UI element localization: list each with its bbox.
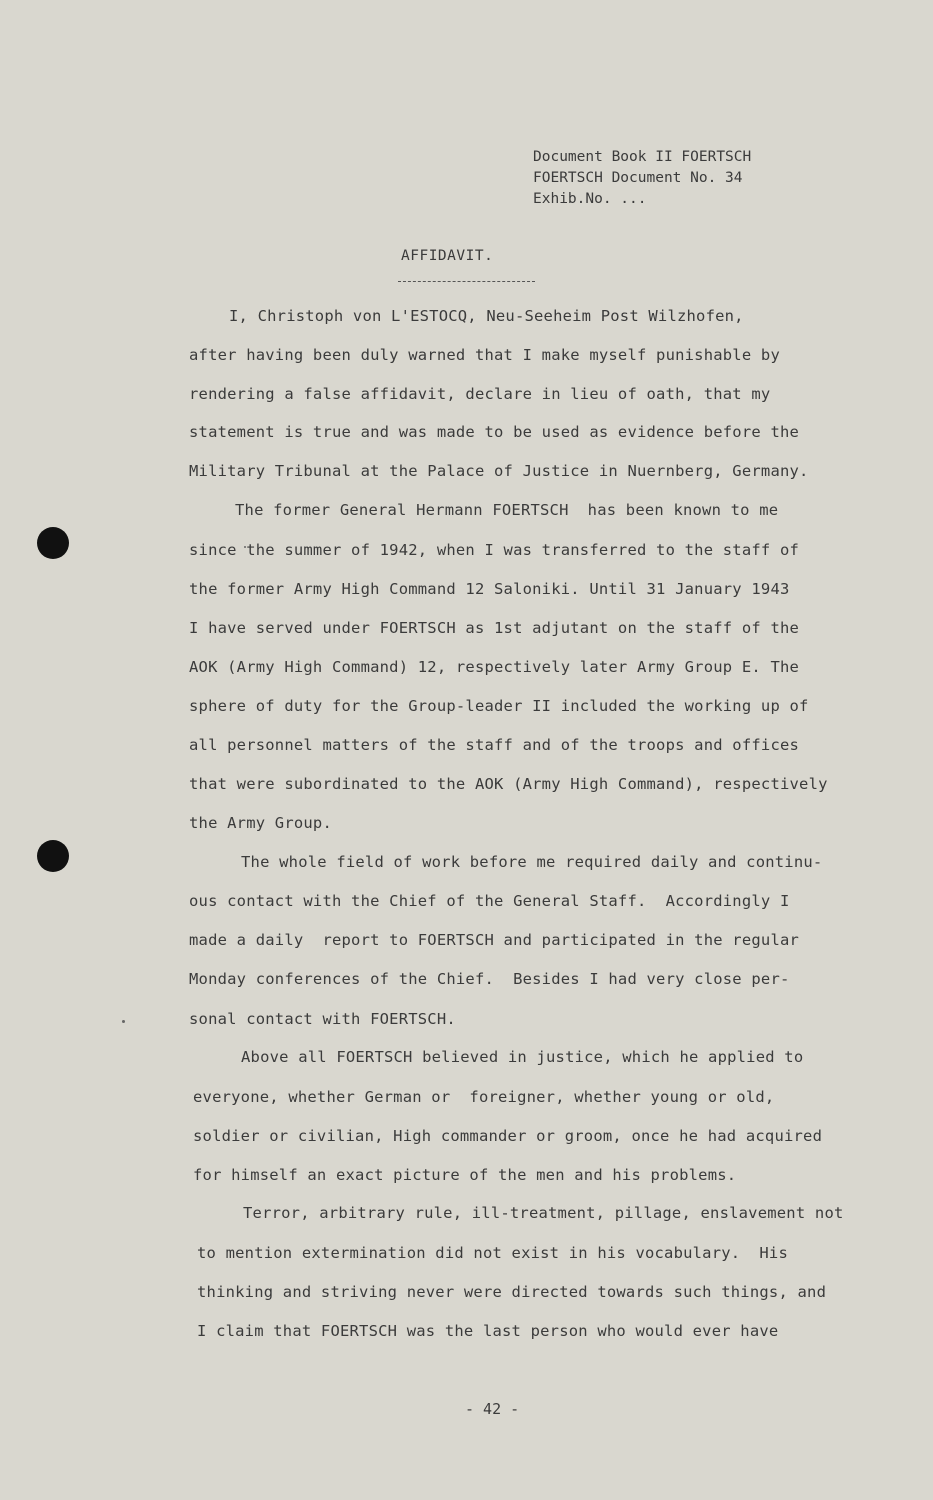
body-line: soldier or civilian, High commander or groom, once he had acquired (193, 1127, 823, 1145)
body-line: after having been duly warned that I make myself punishable by (189, 346, 780, 364)
body-line: to mention extermination did not exist in his vocabulary. His (197, 1244, 788, 1262)
body-line: I, Christoph von L'ESTOCQ, Neu-Seeheim Post Wilzhofen, (229, 307, 744, 325)
body-line: for himself an exact picture of the men and his problems. (193, 1166, 737, 1184)
body-line: the former Army High Command 12 Saloniki. Until 31 January 1943 (189, 580, 790, 598)
body-line: ous contact with the Chief of the General Staff. Accordingly I (189, 892, 790, 910)
body-line: AOK (Army High Command) 12, respectively later Army Group E. The (189, 658, 800, 676)
body-line: made a daily report to FOERTSCH and participated in the regular (189, 931, 800, 949)
punch-hole-top (37, 527, 69, 559)
body-line: that were subordinated to the AOK (Army High Command), respectively (189, 775, 828, 793)
page-number: - 42 - (465, 1400, 520, 1418)
body-line: Terror, arbitrary rule, ill-treatment, pillage, enslavement not (243, 1204, 844, 1222)
document-reference (533, 147, 751, 210)
document-number-line: FOERTSCH Document No. 34 (533, 170, 743, 186)
body-line: Above all FOERTSCH believed in justice, which he applied to (241, 1048, 804, 1066)
punch-hole-bottom (37, 840, 69, 872)
title-underline (398, 281, 535, 282)
body-line: The whole field of work before me required daily and continu- (241, 853, 823, 871)
body-line: since the summer of 1942, when I was transferred to the staff of (189, 541, 800, 559)
page-title: AFFIDAVIT. (401, 248, 494, 264)
body-line: everyone, whether German or foreigner, whether young or old, (193, 1088, 775, 1106)
body-line: all personnel matters of the staff and of the troops and offices (189, 736, 800, 754)
paper-speck (122, 1020, 125, 1023)
document-book-line: Document Book II FOERTSCH (533, 149, 752, 165)
exhibit-number-line: Exhib.No. ... (533, 191, 647, 207)
body-line: I have served under FOERTSCH as 1st adjutant on the staff of the (189, 619, 800, 637)
body-line: Military Tribunal at the Palace of Justice in Nuernberg, Germany. (189, 462, 809, 480)
body-line: rendering a false affidavit, declare in lieu of oath, that my (189, 385, 771, 403)
body-line: The former General Hermann FOERTSCH has been known to me (235, 501, 779, 519)
body-line: the Army Group. (189, 814, 332, 832)
body-line: statement is true and was made to be used as evidence before the (189, 423, 800, 441)
body-line: Monday conferences of the Chief. Besides I had very close per- (189, 970, 790, 988)
body-line: sphere of duty for the Group-leader II included the working up of (189, 697, 809, 715)
body-line: sonal contact with FOERTSCH. (189, 1010, 456, 1028)
body-line: thinking and striving never were directed towards such things, and (197, 1283, 827, 1301)
body-line: I claim that FOERTSCH was the last person who would ever have (197, 1322, 779, 1340)
